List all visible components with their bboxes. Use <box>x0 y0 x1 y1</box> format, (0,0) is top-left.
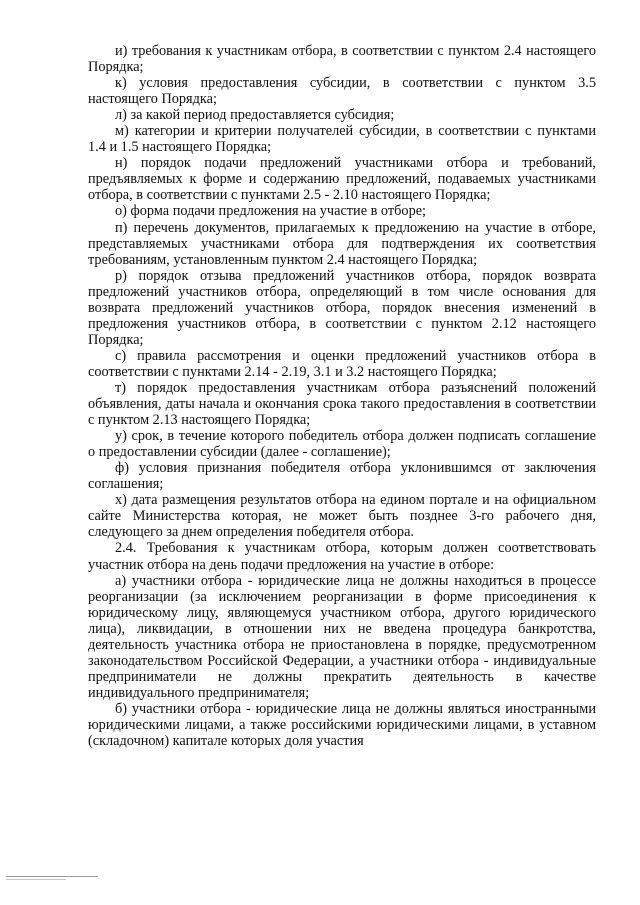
scan-edge-line <box>6 876 98 877</box>
paragraph-item-f: ф) условия признания победителя отбора уклонившимся от заключения соглашения; <box>88 460 596 493</box>
paragraph-item-u: у) срок, в течение которого победитель отбора должен подписать соглашение о предоставлении субсидии (далее - соглашение); <box>88 428 596 461</box>
paragraph-item-kh: х) дата размещения результатов отбора на едином портале и на официальном сайте Министерства которая, не может быть позднее 3-го рабочего дня, следующего за днем определения победителя отбора. <box>88 492 596 541</box>
scan-edge-line-secondary <box>6 879 66 880</box>
section-2-4-heading: 2.4. Требования к участникам отбора, которым должен соответствовать участник отбора на день подачи предложения на участие в отборе: <box>88 540 596 573</box>
paragraph-item-t: т) порядок предоставления участникам отбора разъяснений положений объявления, даты начала и окончания срока такого предоставления в соответствии с пунктом 2.13 настоящего Порядка; <box>88 379 596 429</box>
paragraph-item-p: п) перечень документов, прилагаемых к предложению на участие в отборе, представляемых участниками отбора для подтверждения их соответствия требованиям, установленным пунктом 2.4 настоящего Порядка; <box>88 219 596 268</box>
document-body <box>88 43 596 749</box>
paragraph-item-b: б) участники отбора - юридические лица не должны являться иностранными юридическими лицами, а также российскими юридическими лицами, в уставном (складочном) капитале которых доля участия <box>88 700 596 750</box>
paragraph-item-r: р) порядок отзыва предложений участников отбора, порядок возврата предложений участников отбора, определяющий в том числе основания для возврата предложений участников отбора, порядок внесения изменений в предложения участников отбора, в соответствии с пунктом 2.12 настоящего Порядка; <box>88 267 596 348</box>
paragraph-item-m: м) категории и критерии получателей субсидии, в соответствии с пунктами 1.4 и 1.5 настоящего Порядка; <box>88 123 596 156</box>
paragraph-item-l: л) за какой период предоставляется субсидия; <box>115 107 395 124</box>
paragraph-item-o: о) форма подачи предложения на участие в отборе; <box>115 203 427 220</box>
paragraph-item-s: с) правила рассмотрения и оценки предложений участников отбора в соответствии с пунктами 2.14 - 2.19, 3.1 и 3.2 настоящего Порядка; <box>88 347 596 380</box>
paragraph-item-a: а) участники отбора - юридические лица не должны находиться в процессе реорганизации (за исключением реорганизации в форме присоединения к юридическому лицу, являющемуся участником отбора, другого юридического лица), ликвидации, в отношении них не введена процедура банкротства, деятельность участника отбора не приостановлена в порядке, предусмотренном законодательством Российской Федерации, а участники отбора - индивидуальные предприниматели не должны прекратить деятельность в качестве индивидуального предпринимателя; <box>88 572 596 701</box>
paragraph-item-n: н) порядок подачи предложений участниками отбора и требований, предъявляемых к форме и содержанию предложений, подаваемых участниками отбора, в соответствии с пунктами 2.5 - 2.10 настоящего Порядка; <box>88 155 596 204</box>
paragraph-item-i: и) требования к участникам отбора, в соответствии с пунктом 2.4 настоящего Порядка; <box>88 43 596 76</box>
paragraph-item-k: к) условия предоставления субсидии, в соответствии с пунктом 3.5 настоящего Порядка; <box>88 75 596 108</box>
